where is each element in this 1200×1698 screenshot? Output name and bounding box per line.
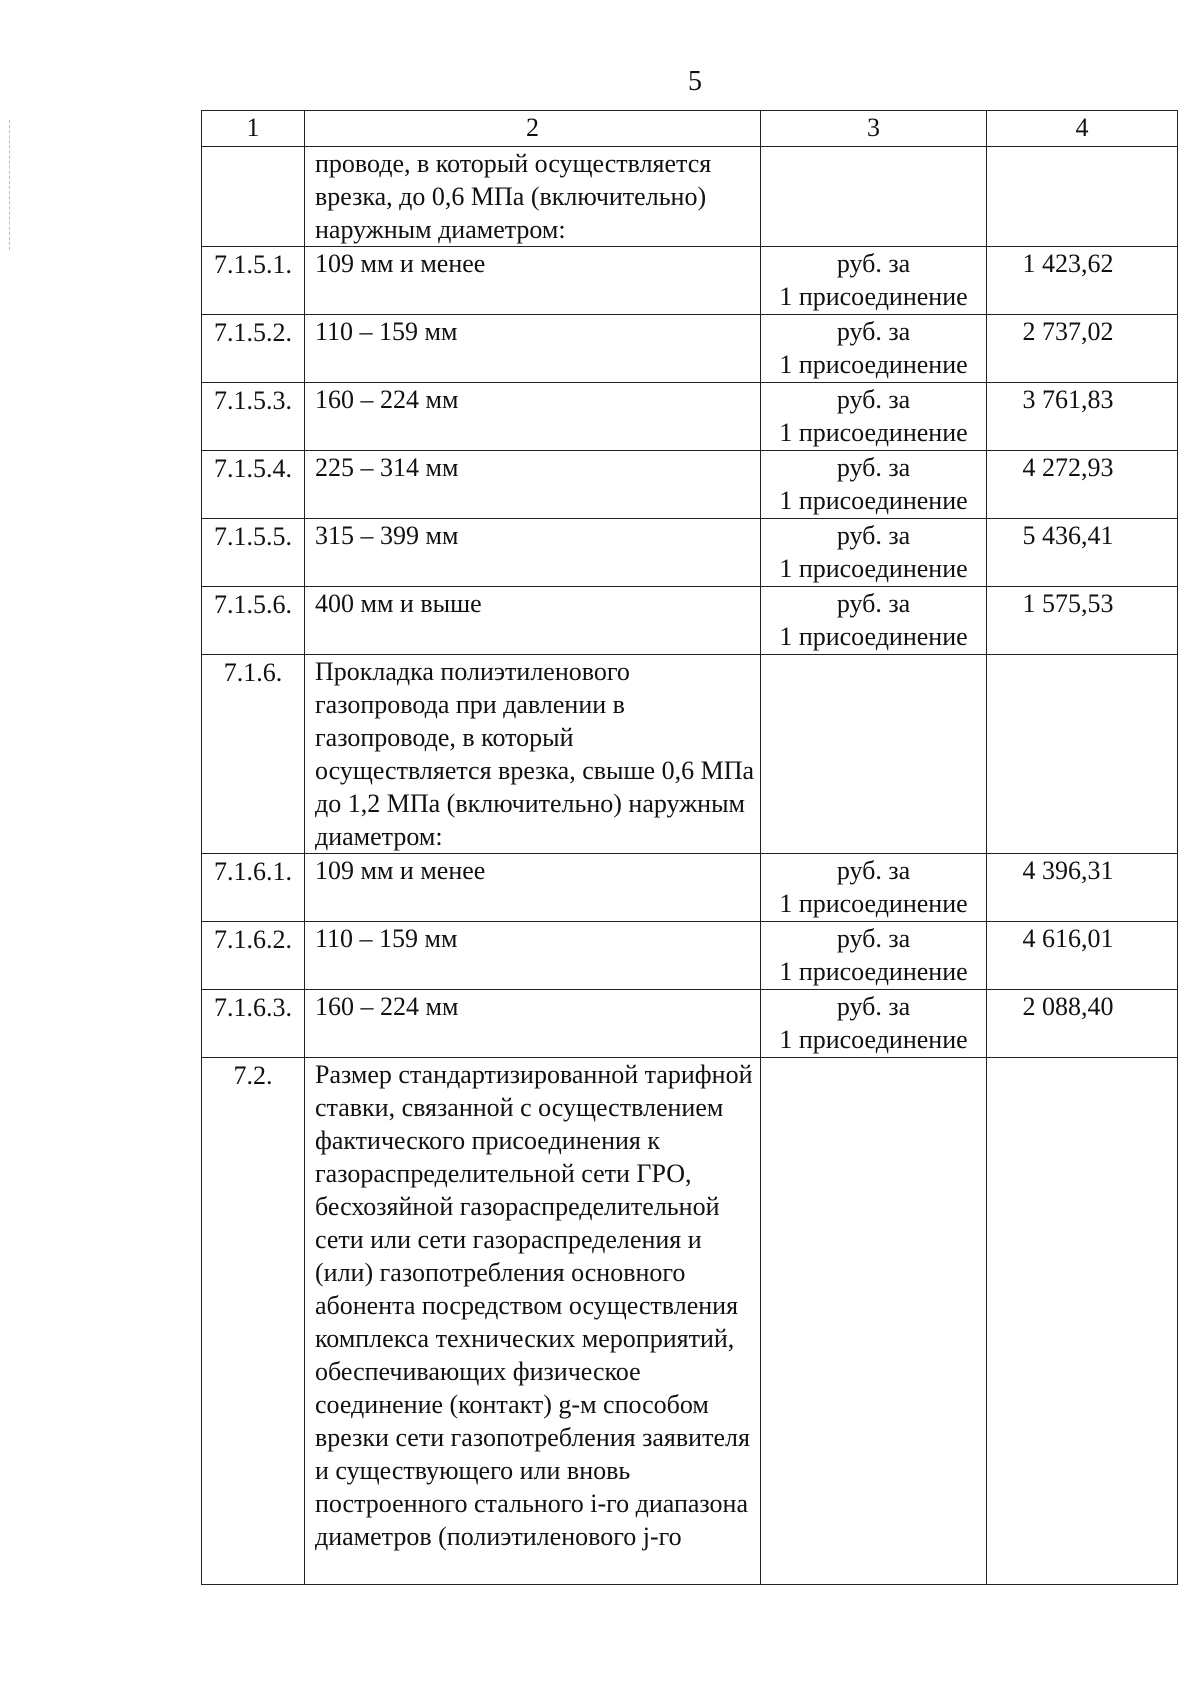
description-cell: 110 – 159 мм <box>305 922 761 990</box>
unit-line: 1 присоединение <box>779 957 968 986</box>
unit-line: руб. за <box>836 385 911 414</box>
unit-cell <box>761 147 987 247</box>
unit-line: руб. за <box>836 589 911 618</box>
unit-line: 1 присоединение <box>779 554 968 583</box>
table-row <box>202 587 1178 655</box>
unit-cell <box>761 519 987 587</box>
description-cell: 400 мм и выше <box>305 587 761 655</box>
unit-line: 1 присоединение <box>779 418 968 447</box>
unit-line: руб. за <box>836 453 911 482</box>
unit-line: руб. за <box>836 924 911 953</box>
table-row <box>202 383 1178 451</box>
unit-cell <box>761 655 987 854</box>
code-cell: 7.1.5.2. <box>202 315 305 383</box>
unit-line: руб. за <box>836 317 911 346</box>
tariff-table <box>201 110 1178 1585</box>
value-cell <box>987 655 1178 854</box>
column-header: 2 <box>305 111 761 147</box>
value-cell: 2 088,40 <box>987 990 1178 1058</box>
unit-line: 1 присоединение <box>779 889 968 918</box>
value-cell: 4 272,93 <box>987 451 1178 519</box>
unit-cell <box>761 990 987 1058</box>
unit-line: 1 присоединение <box>779 486 968 515</box>
description-cell: 109 мм и менее <box>305 854 761 922</box>
code-cell: 7.1.6.2. <box>202 922 305 990</box>
unit-cell <box>761 1058 987 1585</box>
table-row <box>202 990 1178 1058</box>
value-cell: 5 436,41 <box>987 519 1178 587</box>
scan-edge-mark <box>9 120 11 250</box>
value-cell: 4 616,01 <box>987 922 1178 990</box>
description-cell: 160 – 224 мм <box>305 383 761 451</box>
unit-line: 1 присоединение <box>779 282 968 311</box>
description-cell: 110 – 159 мм <box>305 315 761 383</box>
table-row <box>202 1058 1178 1585</box>
table-row <box>202 854 1178 922</box>
code-cell: 7.2. <box>202 1058 305 1585</box>
table-row <box>202 655 1178 854</box>
code-cell: 7.1.6. <box>202 655 305 854</box>
value-cell: 4 396,31 <box>987 854 1178 922</box>
unit-cell <box>761 854 987 922</box>
code-cell <box>202 147 305 247</box>
code-cell: 7.1.5.4. <box>202 451 305 519</box>
value-cell <box>987 147 1178 247</box>
value-cell: 3 761,83 <box>987 383 1178 451</box>
description-cell: 160 – 224 мм <box>305 990 761 1058</box>
table-row <box>202 519 1178 587</box>
code-cell: 7.1.5.5. <box>202 519 305 587</box>
code-cell: 7.1.6.3. <box>202 990 305 1058</box>
column-header: 1 <box>202 111 305 147</box>
table-row <box>202 247 1178 315</box>
value-cell: 2 737,02 <box>987 315 1178 383</box>
unit-line: 1 присоединение <box>779 622 968 651</box>
code-cell: 7.1.5.3. <box>202 383 305 451</box>
table-header-row <box>202 111 1178 147</box>
unit-line: 1 присоединение <box>779 350 968 379</box>
unit-cell <box>761 587 987 655</box>
table-row <box>202 147 1178 247</box>
description-cell: Размер стандартизированной тарифной ставки, связанной с осуществлением фактического присоединения к газораспределительной сети ГРО, бесхозяйной газораспределительной сети или сети газораспределения и (или) газопотребления основного абонента посредством осуществления комплекса технических мероприятий, обеспечивающих физическое соединение (контакт) g-м способом врезки сети газопотребления заявителя и существующего или вновь построенного стального i-го диапазона диаметров (полиэтиленового j-го <box>305 1058 761 1585</box>
table-row <box>202 922 1178 990</box>
column-header: 3 <box>761 111 987 147</box>
description-cell: Прокладка полиэтиленового газопровода при давлении в газопроводе, в который осуществляется врезка, свыше 0,6 МПа до 1,2 МПа (включительно) наружным диаметром: <box>305 655 761 854</box>
table-row <box>202 451 1178 519</box>
value-cell: 1 575,53 <box>987 587 1178 655</box>
unit-line: 1 присоединение <box>779 1025 968 1054</box>
code-cell: 7.1.5.1. <box>202 247 305 315</box>
unit-cell <box>761 383 987 451</box>
unit-cell <box>761 247 987 315</box>
description-cell: 225 – 314 мм <box>305 451 761 519</box>
unit-line: руб. за <box>836 856 911 885</box>
unit-cell <box>761 922 987 990</box>
column-header: 4 <box>987 111 1178 147</box>
code-cell: 7.1.5.6. <box>202 587 305 655</box>
unit-line: руб. за <box>836 249 911 278</box>
value-cell: 1 423,62 <box>987 247 1178 315</box>
unit-line: руб. за <box>836 992 911 1021</box>
description-cell: 109 мм и менее <box>305 247 761 315</box>
page-number: 5 <box>688 66 702 97</box>
code-cell: 7.1.6.1. <box>202 854 305 922</box>
description-cell: проводе, в который осуществляется врезка, до 0,6 МПа (включительно) наружным диаметром: <box>305 147 761 247</box>
description-cell: 315 – 399 мм <box>305 519 761 587</box>
value-cell <box>987 1058 1178 1585</box>
unit-cell <box>761 315 987 383</box>
unit-line: руб. за <box>836 521 911 550</box>
table-row <box>202 315 1178 383</box>
unit-cell <box>761 451 987 519</box>
